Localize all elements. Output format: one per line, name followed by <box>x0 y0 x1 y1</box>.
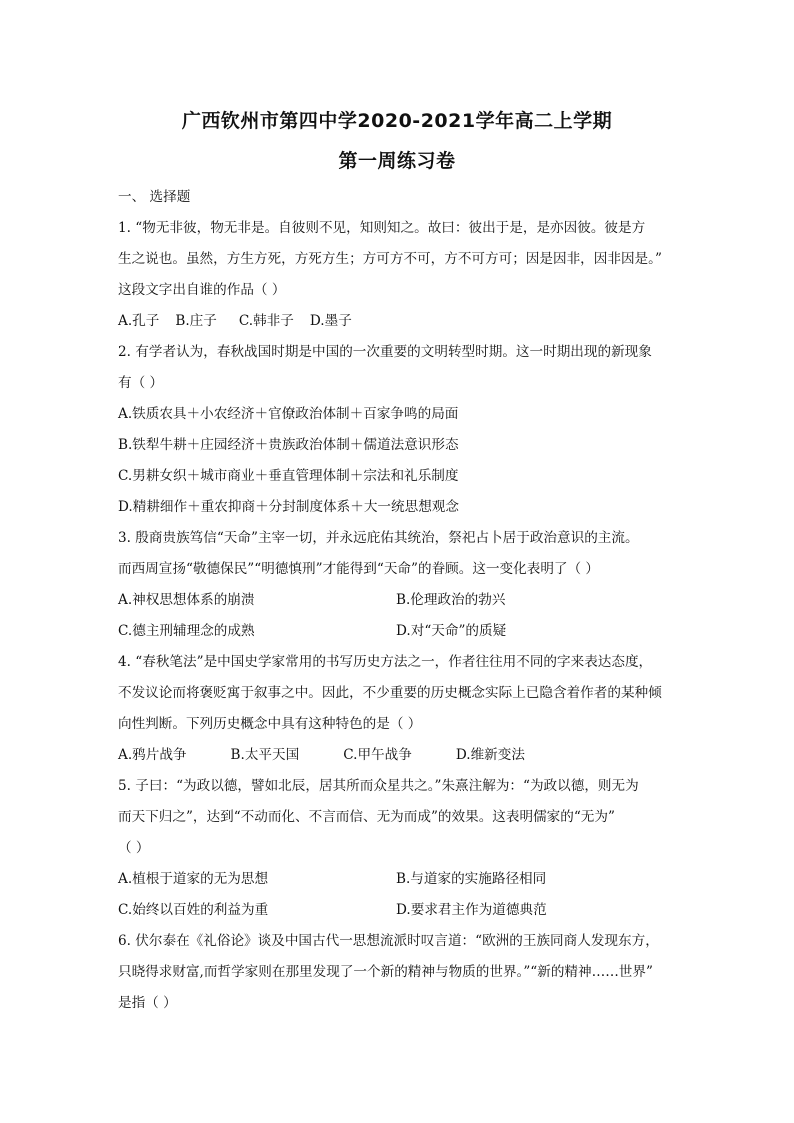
option-c[interactable]: C.甲午战争 <box>343 747 412 763</box>
question-1 <box>118 213 678 337</box>
option-d[interactable]: D.要求君主作为道德典范 <box>396 902 547 918</box>
question-text-line: 3. 殷商贵族笃信“天命”主宰一切，并永远庇佑其统治，祭祀占卜居于政治意识的主流。 <box>118 530 639 546</box>
question-2 <box>118 337 678 523</box>
question-text-line: 是指（ ） <box>118 995 177 1011</box>
question-text-line: 6. 伏尔泰在《礼俗论》谈及中国古代一思想流派时叹言道：“欧洲的王族同商人发现东方， <box>118 933 659 949</box>
question-text-line: 4. “春秋笔法”是中国史学家常用的书写历史方法之一，作者往往用不同的字来表达态度， <box>118 654 653 670</box>
question-text-line: 1. “物无非彼，物无非是。自彼则不见，知则知之。故曰：彼出于是，是亦因彼。彼是方 <box>118 220 646 236</box>
exam-title: 广西钦州市第四中学2020-2021学年高二上学期 <box>181 110 613 132</box>
option-a[interactable]: A.铁质农具＋小农经济＋官僚政治体制＋百家争鸣的局面 <box>118 406 459 422</box>
option-a[interactable]: A.植根于道家的无为思想 <box>118 871 269 887</box>
question-4 <box>118 647 678 771</box>
option-c[interactable]: C.韩非子 <box>238 313 294 329</box>
options-row <box>118 585 678 616</box>
question-text-line: 只晓得求财富,而哲学家则在那里发现了一个新的精神与物质的世界。”“新的精神……世界” <box>118 964 653 980</box>
question-text-line: 而天下归之”，达到“不动而化、不言而信、无为而成”的效果。这表明儒家的“无为” <box>118 809 615 825</box>
question-3 <box>118 523 678 647</box>
question-text-line: 有（ ） <box>118 375 164 391</box>
question-text-line: 生之说也。虽然，方生方死，方死方生；方可方不可，方不可方可；因是因非，因非因是。” <box>118 251 662 267</box>
question-text-line: 向性判断。下列历史概念中具有这种特色的是（ ） <box>118 716 422 732</box>
question-6 <box>118 926 678 1019</box>
exam-body <box>118 182 678 1019</box>
option-b[interactable]: B.伦理政治的勃兴 <box>396 592 506 608</box>
option-b[interactable]: B.太平天国 <box>230 747 300 763</box>
options-row <box>118 895 678 926</box>
option-c[interactable]: C.德主刑辅理念的成熟 <box>118 623 255 639</box>
option-d[interactable]: D.维新变法 <box>455 747 525 763</box>
option-b[interactable]: B.庄子 <box>175 313 217 329</box>
options-row <box>118 740 678 771</box>
question-text-line: （ ） <box>118 840 150 856</box>
option-b[interactable]: B.铁犁牛耕＋庄园经济＋贵族政治体制＋儒道法意识形态 <box>118 437 459 453</box>
exam-subtitle: 第一周练习卷 <box>338 150 456 172</box>
option-b[interactable]: B.与道家的实施路径相同 <box>396 871 547 887</box>
option-c[interactable]: C.男耕女织＋城市商业＋垂直管理体制＋宗法和礼乐制度 <box>118 468 459 484</box>
option-c[interactable]: C.始终以百姓的利益为重 <box>118 902 269 918</box>
section-heading: 一、 选择题 <box>118 189 191 205</box>
option-a[interactable]: A.鸦片战争 <box>118 747 187 763</box>
question-5 <box>118 771 678 926</box>
question-text-line: 5. 子曰：“为政以德，譬如北辰，居其所而众星共之。”朱熹注解为：“为政以德，则无为 <box>118 778 639 794</box>
question-text-line: 不发议论而将褒贬寓于叙事之中。因此，不少重要的历史概念实际上已隐含着作者的某种倾 <box>118 685 662 701</box>
question-text-line: 2. 有学者认为，春秋战国时期是中国的一次重要的文明转型时期。这一时期出现的新现象 <box>118 344 652 360</box>
options-row <box>118 306 678 337</box>
option-a[interactable]: A.神权思想体系的崩溃 <box>118 592 255 608</box>
option-d[interactable]: D.对“天命”的质疑 <box>396 623 507 639</box>
option-a[interactable]: A.孔子 <box>118 313 160 329</box>
options-row <box>118 864 678 895</box>
options-row <box>118 616 678 647</box>
question-text-line: 这段文字出自谁的作品（ ） <box>118 282 286 298</box>
question-text-line: 而西周宣扬“敬德保民”“明德慎刑”才能得到“天命”的眷顾。这一变化表明了（ ） <box>118 561 600 577</box>
option-d[interactable]: D.精耕细作＋重农抑商＋分封制度体系＋大一统思想观念 <box>118 499 459 515</box>
option-d[interactable]: D.墨子 <box>309 313 352 329</box>
